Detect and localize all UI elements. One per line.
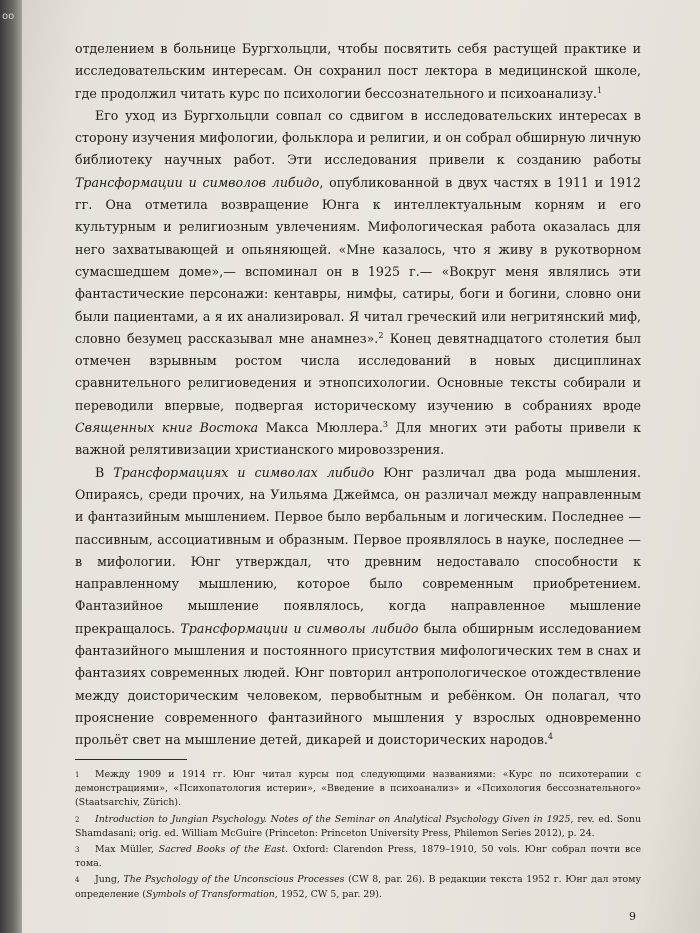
work-title-sacred-books: Священных книг Востока (75, 420, 259, 436)
footnote-2: 2 Introduction to Jungian Psychology. Notes of the Seminar on Analytical Psychology Given in 1925, rev. ed. Sonu Shamdasani; orig. ed. William McGuire (Princeton: Princeton University Press, Philemon Series 2012), p. 24. (75, 813, 641, 839)
paragraph-1: отделением в больнице Бургхольцли, чтобы посвятить себя растущей практике и исследовательским интересам. Он сохранил пост лектора в медицинской школе, где продолжил читать курс по психологии бессознательного и психоанализу.$^1$ (75, 41, 641, 101)
body-text (75, 38, 641, 752)
footnote-number: 1 (75, 771, 80, 779)
footnote-number: 4 (75, 876, 80, 885)
footnote-number: 3 (75, 846, 80, 855)
paragraph-3: В Трансформациях и символах либидо Юнг различал два рода мышления. Опираясь, среди прочих, на Уильяма Джеймса, он различал между направленным и фантазийным мышлением. Первое было вербальным и логическим. Последнее — пассивным, ассоциативным и образным. Первое проявлялось в науке, последнее — в мифологии. Юнг утверждал, что древним недоставало способности к направленному мышлению, которое было современным приобретением. Фантазийное мышление появлялось, когда направленное мышление прекращалось. Трансформации и символы либидо была обширным исследованием фантазийного мышления и постоянного присутствия мифологических тем в снах и фантазиях современных людей. Юнг повторил антропологическое отождествление между доисторическим человеком, первобытным и ребёнком. Он полагал, что прояснение современного фантазийного мышления у взрослых одновременно прольёт свет на мышление детей, дикарей и доисторических народов.$^4$ (75, 464, 641, 748)
footnote-ref-3[interactable]: 3 (382, 419, 388, 429)
footnote-divider (75, 759, 187, 760)
book-spine-edge (0, 0, 22, 933)
footnotes (75, 768, 641, 904)
footnote-number: 2 (75, 815, 80, 824)
work-title-transformations-2: Трансформациях и символах либидо (113, 464, 375, 480)
page-number: 9 (629, 910, 636, 923)
footnote-1: 1 Между 1909 и 1914 гг. Юнг читал курсы под следующими названиями: «Курс по психотерапии с демонстрациями», «Психопатология истерии», «Введение в психоанализ» и «Психология бессознательного» (Staatsarchiv, Zürich). (75, 769, 641, 809)
paragraph-2: Его уход из Бургхольцли совпал со сдвигом в исследовательских интересах в сторону изучения мифологии, фольклора и религии, и он собрал обширную личную библиотеку научных работ. Эти исследования привели к созданию работы Трансформации и символов либидо, опубликованной в двух частях в 1911 и 1912 гг. Она отметила возвращение Юнга к интеллектуальным корням и его культурным и религиозным увлечениям. Мифологическая работа оказалась для него захватывающей и опьяняющей. «Мне казалось, что я живу в рукотворном сумасшедшем доме»,— вспоминал он в 1925 г.— «Вокруг меня являлись эти фантастические персонажи: кентавры, нимфы, сатиры, боги и богини, словно они были пациентами, а я их анализировал. Я читал греческий или негритянский миф, словно безумец рассказывал мне анамнез».$^2$ Конец девятнадцатого столетия был отмечен взрывным ростом числа исследований в новых дисциплинах сравнительного религиоведения и этнопсихологии. Основные тексты собирали и переводили впервые, подвергая историческому изучению в собраниях вроде Священных книг Востока Макса Мюллера.$^3$ Для многих эти работы привели к важной релятивизации христианского мировоззрения. (75, 107, 642, 458)
footnote-4: 4 Jung, The Psychology of the Unconscious Processes (CW 8, par. 26). В редакции текста 1952 г. Юнг дал этому определение (Symbols of Transformation, 1952, CW 5, par. 29). (75, 874, 641, 900)
work-title-transformations: Трансформации и символов либидо (75, 174, 320, 190)
book-page (22, 0, 700, 933)
spine-marks: oo (2, 11, 15, 22)
footnote-ref-4[interactable]: 4 (547, 732, 553, 742)
footnote-3: 3 Max Müller, Sacred Books of the East. Oxford: Clarendon Press, 1879–1910, 50 vols. Юнг собрал почти все тома. (75, 844, 641, 870)
work-title-transformations-3: Трансформации и символы либидо (180, 620, 419, 636)
footnote-ref-2[interactable]: 2 (378, 330, 384, 340)
footnote-ref-1[interactable]: 1 (597, 85, 603, 95)
